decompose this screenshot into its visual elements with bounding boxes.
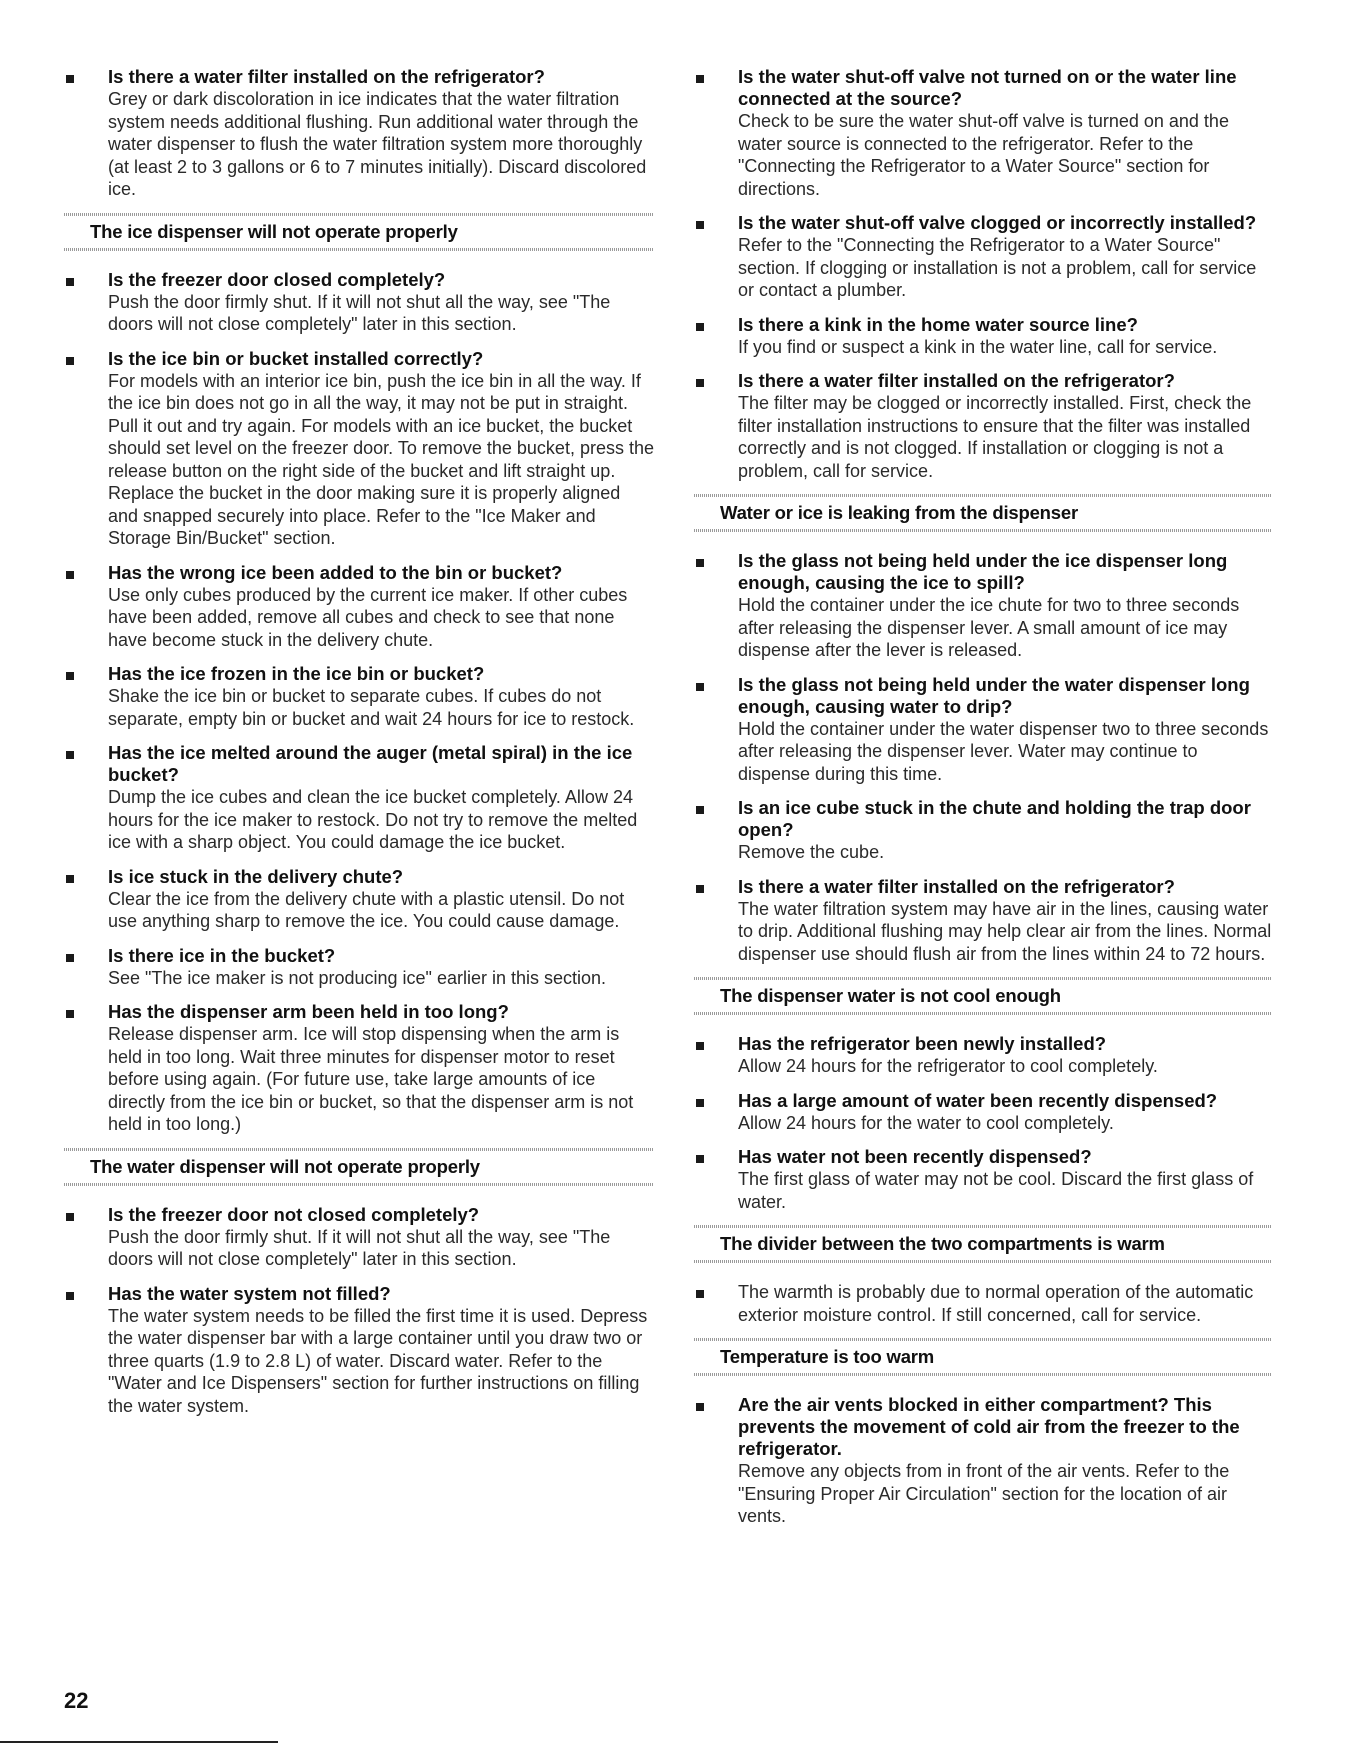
bullet-icon	[696, 559, 704, 567]
answer-text: Shake the ice bin or bucket to separate cubes. If cubes do not separate, empty bin or bucket and wait 24 hours for ice to restock.	[108, 686, 635, 729]
bullet-icon	[696, 1042, 704, 1050]
answer-text: The water system needs to be filled the first time it is used. Depress the water dispenser bar with a large container until you draw two or three quarts (1.9 to 2.8 L) of water. Discard water. Refer to the "Water and Ice Dispensers" section for further instructions on filling the water system.	[108, 1305, 648, 1416]
section-header	[64, 1148, 654, 1186]
question-text: Is the freezer door closed completely?	[108, 268, 446, 290]
question-text: Has a large amount of water been recently dispensed?	[738, 1089, 1218, 1111]
answer-text: The filter may be clogged or incorrectly installed. First, check the filter installation instructions to ensure that the filter was installed correctly and is not clogged. If installation or clogging is not a problem, call for service.	[738, 393, 1252, 481]
troubleshooting-item	[694, 797, 1272, 864]
footer-rule	[0, 1741, 278, 1743]
troubleshooting-item	[64, 562, 654, 652]
question-text: Is ice stuck in the delivery chute?	[108, 865, 404, 887]
troubleshooting-item	[694, 1281, 1272, 1326]
section-title: The water dispenser will not operate properly	[90, 1155, 480, 1177]
section-divider	[694, 529, 1272, 532]
question-text: Is the water shut-off valve not turned on or the water line connected at the source?	[738, 66, 1237, 109]
bullet-icon	[696, 1290, 704, 1298]
question-text: Is the ice bin or bucket installed correctly?	[108, 347, 484, 369]
section-divider	[694, 1260, 1272, 1263]
bullet-icon	[696, 75, 704, 83]
troubleshooting-item	[694, 1146, 1272, 1213]
answer-text: Hold the container under the ice chute for two to three seconds after releasing the dispenser lever. A small amount of ice may dispense after the lever is released.	[738, 595, 1240, 660]
section-divider	[694, 1012, 1272, 1015]
answer-text: Refer to the "Connecting the Refrigerator to a Water Source" section. If clogging or installation is not a problem, call for service or contact a plumber.	[738, 235, 1257, 300]
bullet-icon	[66, 1010, 74, 1018]
troubleshooting-item	[64, 866, 654, 933]
question-text: Has the dispenser arm been held in too long?	[108, 1001, 509, 1022]
question-text: Is the glass not being held under the water dispenser long enough, causing water to drip?	[738, 673, 1250, 717]
question-text: Is the water shut-off valve clogged or incorrectly installed?	[738, 212, 1257, 233]
troubleshooting-item	[64, 269, 654, 336]
troubleshooting-item	[64, 1001, 654, 1136]
question-text: Is there a water filter installed on the refrigerator?	[738, 370, 1175, 391]
question-text: Is the freezer door not closed completely?	[108, 1203, 480, 1225]
question-text: Has the refrigerator been newly installed?	[738, 1033, 1107, 1054]
question-text: Are the air vents blocked in either compartment? This prevents the movement of cold air from the freezer to the refrigerator.	[738, 1394, 1240, 1459]
bullet-icon	[696, 221, 704, 229]
troubleshooting-item	[64, 1204, 654, 1271]
bullet-icon	[696, 379, 704, 387]
section-title: The divider between the two compartments is warm	[720, 1233, 1165, 1254]
question-text: Is the glass not being held under the ice dispenser long enough, causing the ice to spill?	[738, 550, 1228, 593]
troubleshooting-item	[64, 1283, 654, 1418]
section-title: The ice dispenser will not operate properly	[90, 220, 458, 242]
troubleshooting-item	[694, 66, 1272, 200]
question-text: Is there ice in the bucket?	[108, 944, 336, 966]
troubleshooting-item	[694, 1394, 1272, 1528]
question-text: Is an ice cube stuck in the chute and holding the trap door open?	[738, 797, 1251, 840]
answer-text: Allow 24 hours for the water to cool completely.	[738, 1112, 1114, 1133]
answer-text: Remove the cube.	[738, 842, 885, 862]
page-number: 22	[64, 1688, 89, 1713]
section-divider	[64, 1183, 654, 1186]
right-column	[694, 66, 1272, 1540]
bullet-icon	[696, 806, 704, 814]
section-title: Temperature is too warm	[720, 1346, 935, 1367]
question-text: Has the wrong ice been added to the bin or bucket?	[108, 561, 563, 583]
answer-text: The first glass of water may not be cool. Discard the first glass of water.	[738, 1169, 1254, 1212]
troubleshooting-item	[694, 314, 1272, 359]
bullet-icon	[66, 1292, 74, 1300]
bullet-icon	[66, 357, 74, 365]
bullet-icon	[66, 672, 74, 680]
answer-text: Hold the container under the water dispenser two to three seconds after releasing the dispenser lever. Water may continue to dispense during this time.	[738, 718, 1269, 784]
question-text: Has the ice melted around the auger (metal spiral) in the ice bucket?	[108, 742, 633, 785]
troubleshooting-item	[694, 212, 1272, 302]
troubleshooting-item	[694, 876, 1272, 966]
answer-text: Clear the ice from the delivery chute with a plastic utensil. Do not use anything sharp to remove the ice. You could cause damage.	[108, 888, 625, 931]
answer-text: Check to be sure the water shut-off valve is turned on and the water source is connected to the refrigerator. Refer to the "Connecting the Refrigerator to a Water Source" section for directions.	[738, 111, 1229, 199]
bullet-icon	[66, 875, 74, 883]
troubleshooting-item	[694, 550, 1272, 662]
left-column	[64, 66, 654, 1429]
troubleshooting-item	[694, 1033, 1272, 1078]
question-text: Is there a water filter installed on the refrigerator?	[108, 66, 545, 87]
troubleshooting-item	[64, 945, 654, 990]
bullet-icon	[66, 75, 74, 83]
troubleshooting-item	[694, 1090, 1272, 1135]
bullet-icon	[696, 683, 704, 691]
bullet-icon	[66, 954, 74, 962]
bullet-icon	[696, 1403, 704, 1411]
answer-text: Push the door firmly shut. If it will not shut all the way, see "The doors will not close completely" later in this section.	[108, 1226, 611, 1269]
section-header	[64, 213, 654, 251]
question-text: Has the ice frozen in the ice bin or bucket?	[108, 663, 485, 684]
answer-text: Dump the ice cubes and clean the ice bucket completely. Allow 24 hours for the ice maker to restock. Do not try to remove the melted ice with a sharp object. You could damage the ice bucket.	[108, 787, 638, 852]
question-text: Is there a kink in the home water source line?	[738, 313, 1138, 335]
bullet-icon	[66, 751, 74, 759]
answer-text: The warmth is probably due to normal operation of the automatic exterior moisture control. If still concerned, call for service.	[738, 1282, 1254, 1325]
answer-text: See "The ice maker is not producing ice" earlier in this section.	[108, 967, 607, 988]
answer-text: Remove any objects from in front of the air vents. Refer to the "Ensuring Proper Air Circulation" section for the location of air vents.	[738, 1461, 1230, 1526]
troubleshooting-item	[64, 663, 654, 730]
question-text: Has water not been recently dispensed?	[738, 1146, 1092, 1167]
answer-text: The water filtration system may have air in the lines, causing water to drip. Additional flushing may help clear air from the lines. Normal dispenser use should flush air from the lines within 24 to 72 hours.	[738, 898, 1272, 964]
section-title: The dispenser water is not cool enough	[720, 985, 1061, 1006]
answer-text: Release dispenser arm. Ice will stop dispensing when the arm is held in too long. Wait three minutes for dispenser motor to reset before using again. (For future use, take large amounts of ice directly from the ice bin or bucket, so that the dispenser arm is not held in too long.)	[108, 1024, 634, 1134]
section-header	[694, 1338, 1272, 1376]
answer-text: Allow 24 hours for the refrigerator to cool completely.	[738, 1056, 1158, 1076]
bullet-icon	[696, 885, 704, 893]
section-divider	[64, 248, 654, 251]
troubleshooting-item	[64, 348, 654, 550]
bullet-icon	[696, 1155, 704, 1163]
answer-text: For models with an interior ice bin, push the ice bin in all the way. If the ice bin does not go in all the way, it may not be put in straight. Pull it out and try again. For models with an ice bucket, the bucket should set level on the freezer door. To remove the bucket, press the release button on the right side of the bucket and lift straight up. Replace the bucket in the door making sure it is properly aligned and snapped securely into place. Refer to the "Ice Maker and Storage Bin/Bucket" section.	[108, 370, 654, 548]
section-header	[694, 494, 1272, 532]
answer-text: If you find or suspect a kink in the water line, call for service.	[738, 336, 1218, 357]
troubleshooting-item	[64, 742, 654, 854]
answer-text: Use only cubes produced by the current ice maker. If other cubes have been added, remove all cubes and check to see that none have become stuck in the delivery chute.	[108, 584, 628, 650]
troubleshooting-item	[694, 370, 1272, 482]
bullet-icon	[66, 1213, 74, 1221]
section-divider	[694, 1373, 1272, 1376]
section-header	[694, 977, 1272, 1015]
bullet-icon	[696, 1099, 704, 1107]
troubleshooting-item	[64, 66, 654, 201]
question-text: Has the water system not filled?	[108, 1282, 391, 1304]
section-title: Water or ice is leaking from the dispenser	[720, 502, 1078, 523]
answer-text: Grey or dark discoloration in ice indicates that the water filtration system needs additional flushing. Run additional water through the water dispenser to flush the water filtration system more thoroughly (at least 2 to 3 gallons or 6 to 7 minutes initially). Discard discolored ice.	[108, 89, 647, 199]
bullet-icon	[66, 278, 74, 286]
question-text: Is there a water filter installed on the refrigerator?	[738, 875, 1175, 897]
bullet-icon	[696, 323, 704, 331]
section-header	[694, 1225, 1272, 1263]
bullet-icon	[66, 571, 74, 579]
troubleshooting-item	[694, 674, 1272, 786]
answer-text: Push the door firmly shut. If it will not shut all the way, see "The doors will not close completely" later in this section.	[108, 291, 611, 334]
